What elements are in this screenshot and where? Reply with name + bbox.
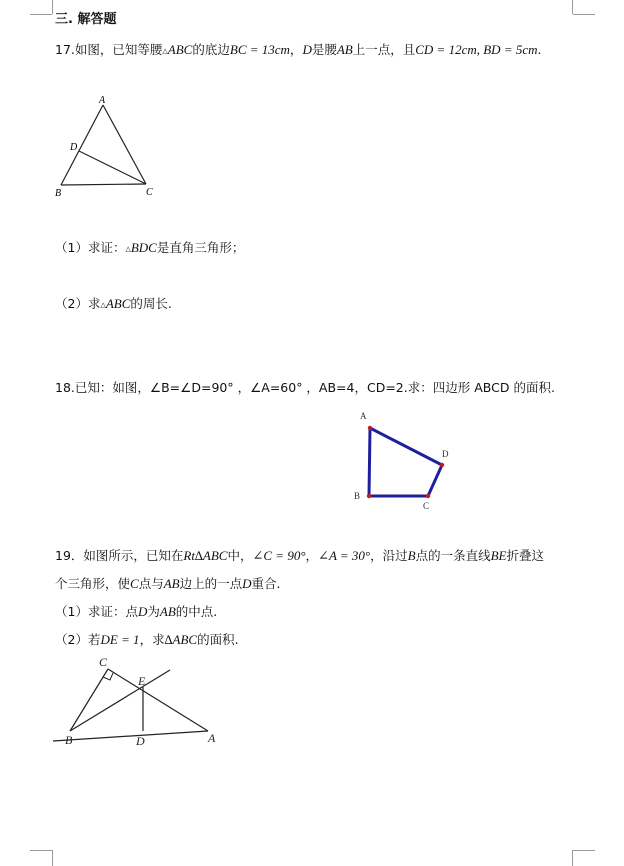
- q19-text-part: 个三角形，使: [55, 576, 131, 591]
- q17-part1-prefix: （1）求证：: [55, 240, 126, 255]
- q19-text-part: （2）若: [55, 632, 101, 647]
- q19-angle-c: ∠C = 90°: [252, 548, 306, 563]
- q19-fold-line-be: [70, 670, 170, 731]
- q17-part2-tri-label: ABC: [105, 296, 131, 311]
- q19-text-part: 边上的一点: [179, 576, 243, 591]
- q19-part1: [55, 604, 217, 620]
- section-title: 三. 解答题: [55, 12, 117, 27]
- q19-text-part: ，求: [139, 632, 165, 647]
- q19-text-part: 中，: [227, 548, 253, 563]
- q17-number: 17.: [55, 42, 75, 57]
- q18-vertex-d: [440, 463, 444, 467]
- crop-mark: [52, 850, 53, 866]
- q17-side-ac-line: [103, 105, 146, 184]
- q19-label-d: D: [136, 734, 145, 748]
- q18-label-d: D: [442, 449, 449, 459]
- q17-part1-tri-label: BDC: [130, 240, 157, 255]
- q17-label-c: C: [146, 187, 153, 198]
- q19-figure: [48, 650, 228, 750]
- q17-text-part: ，: [289, 42, 303, 57]
- crop-mark: [30, 850, 52, 851]
- q17-text-part: 的底边: [192, 42, 230, 57]
- q18-vertex-a: [368, 426, 372, 430]
- q19-text-part: ，沿过: [370, 548, 408, 563]
- q19-side-bc-line: [70, 669, 108, 731]
- q17-text-part: 是腰: [311, 42, 337, 57]
- crop-mark: [573, 14, 595, 15]
- q19-line2: [55, 576, 280, 592]
- q19-text-part: 重合.: [251, 576, 281, 591]
- q19-triangle-abc: ∆ABC: [164, 632, 198, 647]
- q19-text-part: 折叠这: [506, 548, 545, 563]
- q17-part2-triangle: △ABC: [100, 296, 131, 311]
- q19-text-part: 的中点.: [175, 604, 218, 619]
- q18-label-a: A: [360, 411, 367, 421]
- q17-label-d: D: [70, 142, 78, 153]
- q17-cd-bd-equation: CD = 12cm, BD = 5cm: [415, 42, 538, 57]
- q17-part2-prefix: （2）求: [55, 296, 101, 311]
- q17-label-b: B: [55, 188, 62, 199]
- q18-vertex-c: [426, 494, 430, 498]
- q17-segment-cd: [79, 151, 146, 184]
- q19-point-d: D: [137, 604, 148, 619]
- crop-mark: [52, 0, 53, 14]
- q19-label-c: C: [99, 655, 108, 669]
- q19-point-b: B: [407, 548, 416, 563]
- q19-text-part: ，: [305, 548, 319, 563]
- q18-figure: [350, 405, 460, 515]
- q19-side-ab: AB: [163, 576, 180, 591]
- q19-side-ca-line: [108, 669, 208, 731]
- q18-text: 18.已知：如图，∠B=∠D=90° ，∠A=60° ，AB=4，CD=2.求：四边形 ABCD 的面积.: [55, 380, 555, 395]
- crop-mark: [572, 0, 573, 14]
- q17-part2-suffix: 的周长.: [130, 296, 172, 311]
- q19-point-c: C: [130, 576, 139, 591]
- q19-label-e: E: [138, 674, 146, 688]
- crop-mark: [30, 14, 52, 15]
- q19-text-part: 的面积.: [197, 632, 239, 647]
- q19-text-part: 19．如图所示，已知在: [55, 548, 184, 563]
- q17-figure: [50, 92, 165, 202]
- q17-side-ab-line: [61, 105, 103, 185]
- q17-triangle-abc: △ABC: [162, 42, 193, 57]
- q19-text-part: 点的一条直线: [415, 548, 491, 563]
- q17-text-part: 上一点，且: [352, 42, 416, 57]
- q19-side-ab-line: [53, 731, 208, 741]
- q19-text-part: 点与: [138, 576, 164, 591]
- q19-line-be: BE: [490, 548, 507, 563]
- q17-bc-equation: BC = 13cm: [229, 42, 290, 57]
- q17-point-d: D: [302, 42, 312, 57]
- q17-side-bc-line: [61, 184, 146, 185]
- q17-part1-suffix: 是直角三角形；: [156, 240, 245, 255]
- q17-part1-triangle: △BDC: [125, 240, 157, 255]
- q17-text: [55, 42, 541, 59]
- q19-point-d: D: [242, 576, 252, 591]
- q18-label-b: B: [354, 491, 361, 501]
- q19-text-part: （1）求证：点: [55, 604, 138, 619]
- q19-line1: [55, 548, 544, 564]
- q17-text-part: 如图，已知等腰: [74, 42, 163, 57]
- q18-vertex-b: [367, 494, 371, 498]
- q17-part2: [55, 296, 172, 313]
- q18-quadrilateral: [369, 428, 442, 496]
- crop-mark: [573, 850, 595, 851]
- q19-text-part: 为: [147, 604, 160, 619]
- q19-label-a: A: [208, 731, 216, 745]
- q17-text-part: .: [537, 42, 542, 57]
- q17-part1: [55, 240, 244, 257]
- q19-angle-a: ∠A = 30°: [318, 548, 371, 563]
- q17-tri-label: ABC: [167, 42, 193, 57]
- q19-rt-triangle: Rt∆ABC: [183, 548, 228, 563]
- q19-de-equation: DE = 1: [100, 632, 140, 647]
- q19-label-b: B: [65, 733, 73, 747]
- q17-label-a: A: [99, 95, 106, 106]
- q19-side-ab: AB: [159, 604, 176, 619]
- q18-label-c: C: [423, 501, 430, 511]
- q19-part2: [55, 632, 239, 648]
- q17-side-ab: AB: [336, 42, 353, 57]
- crop-mark: [572, 850, 573, 866]
